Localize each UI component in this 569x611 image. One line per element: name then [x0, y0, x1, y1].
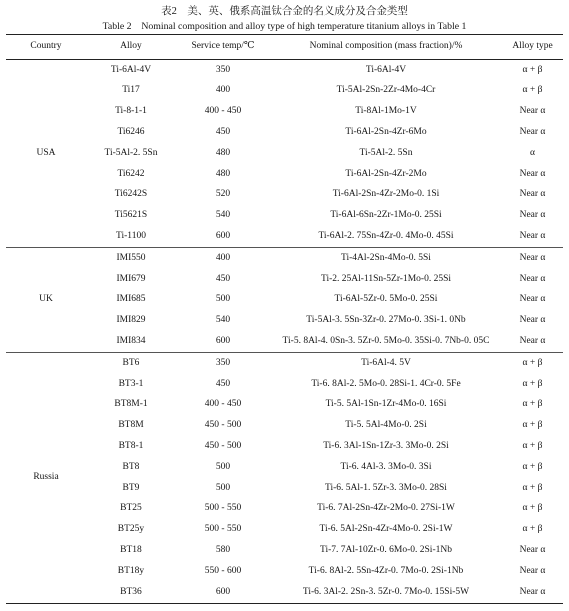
- temp-cell: 350: [215, 357, 231, 368]
- type-cell: Near α: [502, 226, 563, 247]
- table-row: [6, 311, 563, 332]
- temp-cell: 600: [176, 331, 270, 352]
- alloy-cell: Ti6242: [117, 168, 145, 179]
- type-cell: α + β: [522, 357, 543, 368]
- alloy-cell: BT18: [120, 544, 142, 555]
- composition-cell: Ti-5Al-3. 5Sn-3Zr-0. 27Mo-0. 3Si-1. 0Nb: [306, 315, 466, 326]
- type-cell: Near α: [519, 210, 546, 221]
- table-row: [6, 499, 563, 520]
- type-cell: α + β: [522, 482, 543, 493]
- alloy-cell: BT25: [120, 503, 142, 514]
- header-row: [6, 35, 563, 60]
- composition-cell: Ti-2. 25Al-11Sn-5Zr-1Mo-0. 25Si: [320, 273, 451, 284]
- alloy-cell: IMI685: [116, 294, 146, 305]
- table-row: [6, 478, 563, 499]
- alloy-cell: Ti-5Al-2. 5Sn: [104, 147, 158, 158]
- table-caption-en: Table 2 Nominal composition and alloy type of high temperature titanium alloys in Table 1: [102, 21, 467, 32]
- composition-cell: Ti-6. 3Al-2. 2Sn-3. 5Zr-0. 7Mo-0. 15Si-5W: [270, 582, 502, 603]
- temp-cell: 600: [176, 582, 270, 603]
- composition-cell: Ti-6. 7Al-2Sn-4Zr-2Mo-0. 27Si-1W: [317, 503, 455, 514]
- header-alloy: Alloy: [86, 35, 176, 60]
- composition-cell: Ti-6Al-2. 75Sn-4Zr-0. 4Mo-0. 45Si: [270, 226, 502, 247]
- composition-cell: Ti-6. 8Al-2. 5Mo-0. 28Si-1. 4Cr-0. 5Fe: [311, 378, 461, 389]
- temp-cell: 540: [215, 315, 231, 326]
- type-cell: Near α: [519, 315, 546, 326]
- type-cell: α + β: [522, 85, 543, 96]
- table-row: [6, 60, 563, 81]
- type-cell: Near α: [519, 565, 546, 576]
- type-cell: α + β: [522, 378, 543, 389]
- temp-cell: 450: [215, 273, 231, 284]
- alloy-cell: BT8M-1: [114, 399, 148, 410]
- table-row: [6, 248, 563, 269]
- type-cell: α + β: [522, 461, 543, 472]
- temp-cell: 580: [215, 544, 231, 555]
- temp-cell: 350: [215, 64, 231, 75]
- temp-cell: 500: [215, 461, 231, 472]
- temp-cell: 480: [215, 168, 231, 179]
- table-row: [6, 122, 563, 143]
- type-cell: α + β: [522, 440, 543, 451]
- type-cell: Near α: [519, 252, 546, 263]
- alloy-cell: BT9: [122, 482, 140, 493]
- temp-cell: 500 - 550: [204, 524, 242, 535]
- temp-cell: 400 - 450: [204, 106, 242, 117]
- alloy-cell: IMI829: [116, 315, 146, 326]
- table-row: [6, 269, 563, 290]
- composition-cell: Ti-8Al-1Mo-1V: [355, 106, 417, 117]
- alloy-cell: Ti-6Al-4V: [110, 64, 152, 75]
- alloy-cell: BT8M: [118, 420, 144, 431]
- composition-cell: Ti-5. 8Al-4. 0Sn-3. 5Zr-0. 5Mo-0. 35Si-0. 7Nb-0. 05C: [270, 331, 502, 352]
- composition-cell: Ti-6Al-4. 5V: [361, 357, 411, 368]
- alloy-cell: Ti17: [122, 85, 140, 96]
- header-alloy-type: Alloy type: [502, 35, 563, 60]
- temp-cell: 520: [215, 189, 231, 200]
- composition-cell: Ti-6. 5Al-1. 5Zr-3. 3Mo-0. 28Si: [325, 482, 447, 493]
- alloy-cell: BT18y: [117, 565, 145, 576]
- alloy-cell: Ti-8-1-1: [115, 106, 147, 117]
- type-cell: Near α: [519, 294, 546, 305]
- header-composition: Nominal composition (mass fraction)/%: [270, 35, 502, 60]
- type-cell: Near α: [502, 582, 563, 603]
- alloy-cell: Ti5621S: [114, 210, 148, 221]
- composition-cell: Ti-5Al-2. 5Sn: [359, 147, 413, 158]
- type-cell: α: [530, 147, 535, 158]
- composition-cell: Ti-4Al-2Sn-4Mo-0. 5Si: [341, 252, 431, 263]
- header-service-temp: Service temp/℃: [176, 35, 270, 60]
- table-row: [6, 331, 563, 352]
- table-row: [6, 81, 563, 102]
- composition-cell: Ti-6Al-2Sn-4Zr-2Mo-0. 1Si: [332, 189, 440, 200]
- table-row: [6, 395, 563, 416]
- alloy-cell: Ti6246: [117, 127, 145, 138]
- alloy-cell: BT3-1: [118, 378, 144, 389]
- type-cell: α + β: [522, 399, 543, 410]
- table-row: [6, 353, 563, 374]
- country-cell: UK: [6, 248, 86, 353]
- composition-cell: Ti-6. 3Al-1Sn-1Zr-3. 3Mo-0. 2Si: [323, 440, 449, 451]
- type-cell: α + β: [522, 64, 543, 75]
- temp-cell: 450 - 500: [204, 420, 242, 431]
- temp-cell: 450: [215, 127, 231, 138]
- type-cell: Near α: [519, 127, 546, 138]
- composition-cell: Ti-5. 5Al-1Sn-1Zr-4Mo-0. 16Si: [325, 399, 447, 410]
- table-row: [6, 436, 563, 457]
- table-row: [6, 143, 563, 164]
- table-row: [6, 102, 563, 123]
- temp-cell: 400: [215, 252, 231, 263]
- country-cell: Russia: [6, 353, 86, 604]
- table-row: [6, 164, 563, 185]
- temp-cell: 480: [215, 147, 231, 158]
- alloy-cell: IMI679: [116, 273, 146, 284]
- temp-cell: 540: [215, 210, 231, 221]
- type-cell: Near α: [502, 331, 563, 352]
- composition-cell: Ti-6. 5Al-2Sn-4Zr-4Mo-0. 2Si-1W: [319, 524, 453, 535]
- temp-cell: 550 - 600: [204, 565, 242, 576]
- alloy-cell: IMI834: [86, 331, 176, 352]
- composition-cell: Ti-6Al-4V: [365, 64, 407, 75]
- type-cell: Near α: [519, 106, 546, 117]
- header-country: Country: [6, 35, 86, 60]
- table-row: [6, 582, 563, 603]
- composition-cell: Ti-6. 8Al-2. 5Sn-4Zr-0. 7Mo-0. 2Si-1Nb: [308, 565, 464, 576]
- type-cell: Near α: [519, 273, 546, 284]
- table-row: [6, 416, 563, 437]
- type-cell: Near α: [519, 189, 546, 200]
- composition-cell: Ti-5. 5Al-4Mo-0. 2Si: [345, 420, 427, 431]
- temp-cell: 500: [215, 482, 231, 493]
- composition-cell: Ti-6Al-5Zr-0. 5Mo-0. 25Si: [334, 294, 438, 305]
- table-row: [6, 520, 563, 541]
- table-caption-cn: 表2 美、英、俄系高温钛合金的名义成分及合金类型: [161, 6, 408, 17]
- type-cell: Near α: [519, 168, 546, 179]
- table-row: [6, 561, 563, 582]
- alloy-cell: BT8-1: [118, 440, 144, 451]
- alloy-cell: Ti-1100: [86, 226, 176, 247]
- table-row: [6, 290, 563, 311]
- alloy-cell: IMI550: [116, 252, 146, 263]
- temp-cell: 500 - 550: [204, 503, 242, 514]
- composition-cell: Ti-6Al-2Sn-4Zr-2Mo: [345, 168, 427, 179]
- table-row: [6, 457, 563, 478]
- temp-cell: 400 - 450: [204, 399, 242, 410]
- table-row: [6, 540, 563, 561]
- type-cell: Near α: [519, 544, 546, 555]
- alloy-cell: BT6: [122, 357, 140, 368]
- composition-cell: Ti-7. 7Al-10Zr-0. 6Mo-0. 2Si-1Nb: [320, 544, 452, 555]
- temp-cell: 450 - 500: [204, 440, 242, 451]
- table-row: [6, 206, 563, 227]
- alloy-cell: BT25y: [117, 524, 145, 535]
- alloy-cell: BT8: [122, 461, 140, 472]
- temp-cell: 450: [215, 378, 231, 389]
- table-row: [6, 374, 563, 395]
- temp-cell: 500: [215, 294, 231, 305]
- table-row: [6, 226, 563, 247]
- composition-cell: Ti-5Al-2Sn-2Zr-4Mo-4Cr: [336, 85, 436, 96]
- type-cell: α + β: [522, 524, 543, 535]
- table-row: [6, 185, 563, 206]
- country-cell: USA: [6, 60, 86, 248]
- type-cell: α + β: [522, 420, 543, 431]
- alloy-table: [6, 34, 563, 604]
- composition-cell: Ti-6. 4Al-3. 3Mo-0. 3Si: [340, 461, 432, 472]
- composition-cell: Ti-6Al-2Sn-4Zr-6Mo: [345, 127, 427, 138]
- type-cell: α + β: [522, 503, 543, 514]
- temp-cell: 400: [215, 85, 231, 96]
- temp-cell: 600: [176, 226, 270, 247]
- composition-cell: Ti-6Al-6Sn-2Zr-1Mo-0. 25Si: [330, 210, 442, 221]
- alloy-cell: Ti6242S: [114, 189, 148, 200]
- alloy-cell: BT36: [86, 582, 176, 603]
